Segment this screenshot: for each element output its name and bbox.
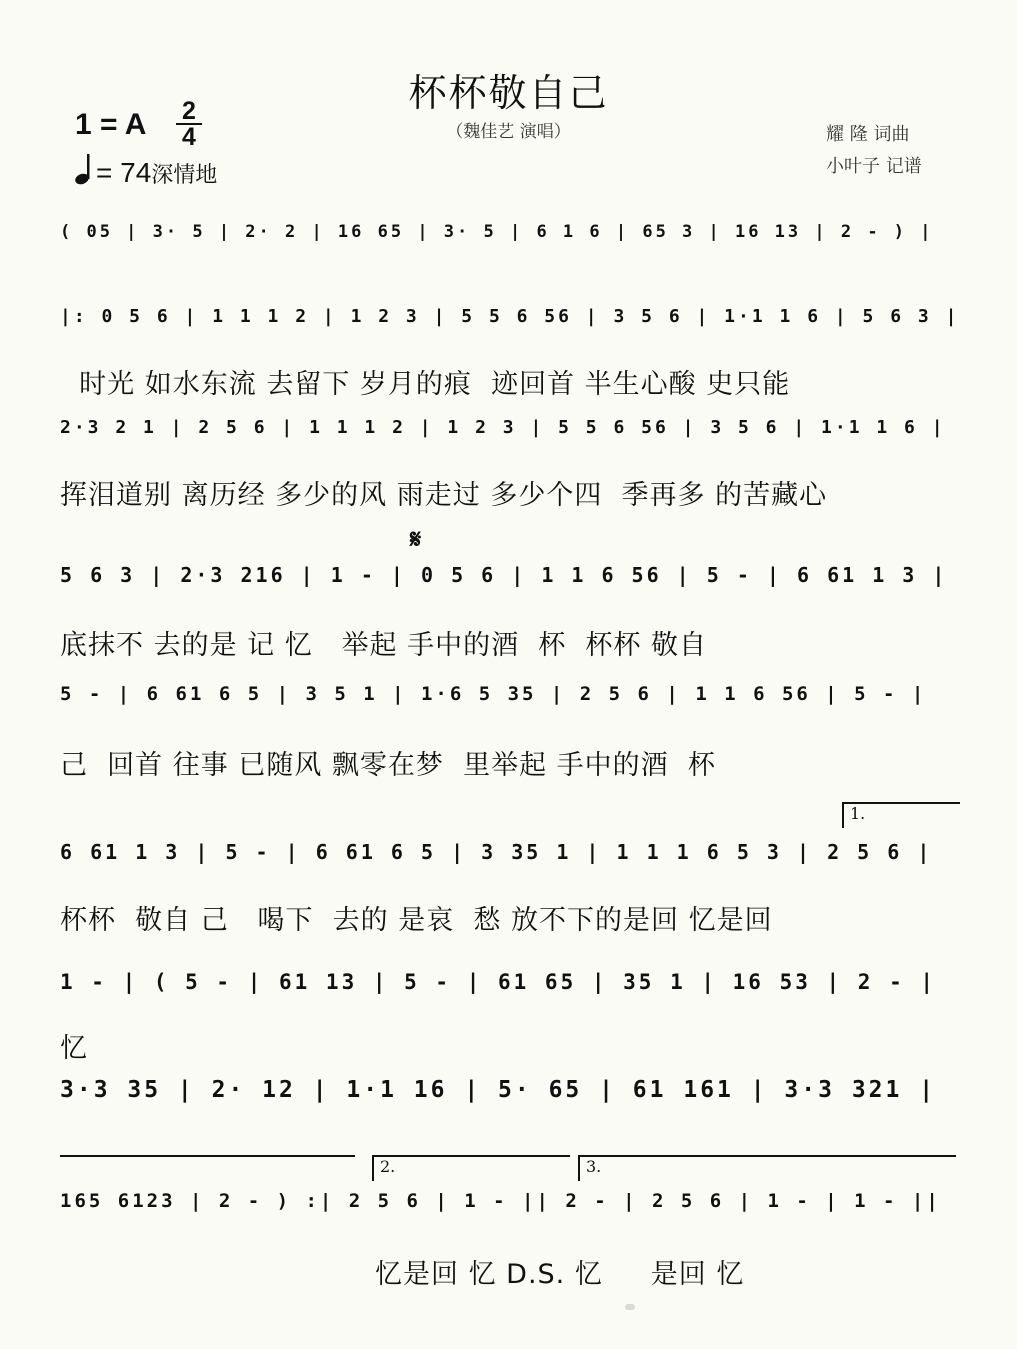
- lyric-row-4: 底抹不 去的是 记 忆 举起 手中的酒 杯 杯杯 敬自: [60, 630, 707, 661]
- notation-row-5: 5 - | 6 61 6 5 | 3 5 1 | 1·6 5 35 | 2 5 6 | 1 1 6 56 | 5 - |: [60, 683, 927, 705]
- volta-1: 1.: [842, 802, 960, 828]
- notation-row-3: 2·3 2 1 | 2 5 6 | 1 1 1 2 | 1 2 3 | 5 5 6 56 | 3 5 6 | 1·1 1 6 |: [60, 417, 946, 438]
- notation-row-2: |: 0 5 6 | 1 1 1 2 | 1 2 3 | 5 5 6 56 | 3 5 6 | 1·1 1 6 | 5 6 3 |: [60, 306, 960, 327]
- lyricist-credit: 耀 隆 词曲: [826, 124, 910, 145]
- volta-2: 2.: [372, 1155, 570, 1181]
- lyric-row-7: 忆: [60, 1033, 88, 1064]
- notation-row-4: 5 6 3 | 2·3 216 | 1 - | 0 5 6 | 1 1 6 56 | 5 - | 6 61 1 3 |: [60, 563, 948, 587]
- quarter-note-icon: [74, 152, 96, 186]
- scan-mark: [625, 1304, 635, 1310]
- transcriber-credit: 小叶子 记谱: [826, 156, 922, 177]
- time-signature-top: 2: [182, 97, 196, 125]
- tempo-value: = 74: [96, 157, 152, 188]
- lyric-row-3: 挥泪道别 离历经 多少的风 雨走过 多少个四 季再多 的苦藏心: [60, 480, 828, 511]
- expression-text: 深情地: [151, 162, 218, 187]
- time-signature-bottom: 4: [182, 123, 196, 151]
- notation-row-8: 3·3 35 | 2· 12 | 1·1 16 | 5· 65 | 61 161 | 3·3 321 |: [60, 1077, 937, 1103]
- notation-row-7: 1 - | ( 5 - | 61 13 | 5 - | 61 65 | 35 1 | 16 53 | 2 - |: [60, 970, 937, 994]
- tempo-marking: [74, 152, 217, 189]
- notation-row-9: 165 6123 | 2 - ) :| 2 5 6 | 1 - || 2 - | 2 5 6 | 1 - | 1 - ||: [60, 1190, 941, 1212]
- repeat-bracket: [60, 1155, 355, 1157]
- lyric-row-2: 时光 如水东流 去留下 岁月的痕 迹回首 半生心酸 史只能: [60, 369, 791, 400]
- notation-row-6: 6 61 1 3 | 5 - | 6 61 6 5 | 3 35 1 | 1 1 1 6 5 3 | 2 5 6 |: [60, 840, 933, 864]
- segno-sign: 𝄋: [410, 525, 422, 555]
- singer-credit: （魏佳艺 演唱）: [446, 122, 571, 142]
- song-title: 杯杯敬自己: [408, 71, 609, 115]
- lyric-row-9: 忆是回 忆 D.S. 忆 是回 忆: [375, 1259, 745, 1290]
- key-signature: 1 = A: [75, 108, 147, 141]
- volta-3: 3.: [578, 1155, 956, 1181]
- lyric-row-5: 己 回首 往事 已随风 飘零在梦 里举起 手中的酒 杯: [60, 750, 716, 781]
- notation-row-1: ( 05 | 3· 5 | 2· 2 | 16 65 | 3· 5 | 6 1 6 | 65 3 | 16 13 | 2 - ) |: [60, 222, 934, 242]
- time-signature: [176, 97, 202, 151]
- lyric-row-6: 杯杯 敬自 己 喝下 去的 是哀 愁 放不下的是回 忆是回: [60, 905, 773, 936]
